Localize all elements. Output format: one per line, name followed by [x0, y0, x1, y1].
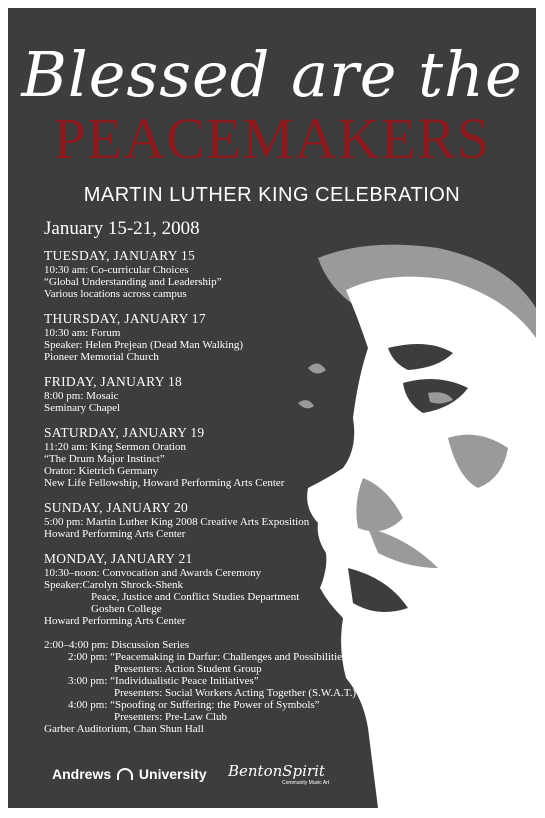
event-line: 8:00 pm: Mosaic: [44, 390, 119, 402]
day-sunday: [44, 500, 404, 540]
event-line: Garber Auditorium, Chan Shun Hall: [44, 723, 204, 735]
event-line: 10:30 am: Co-curricular Choices: [44, 264, 189, 276]
event-line: 2:00–4:00 pm: Discussion Series: [44, 639, 190, 651]
event-line: Presenters: Action Student Group: [114, 663, 262, 675]
university-logo-text: University: [138, 766, 207, 782]
event-line: 11:20 am: King Sermon Oration: [44, 441, 186, 453]
andrews-university-logo: [52, 766, 207, 782]
event-subtitle: MARTIN LUTHER KING CELEBRATION: [83, 184, 461, 206]
poster: [8, 8, 536, 808]
event-line: Goshen College: [91, 603, 162, 615]
event-line: Speaker:Carolyn Shrock-Shenk: [44, 579, 183, 591]
benton-spirit-tagline: Community Music Art: [282, 780, 330, 786]
event-line: “The Drum Major Instinct”: [44, 453, 165, 465]
event-line: 3:00 pm: “Individualistic Peace Initiatives”: [68, 675, 259, 687]
event-line: Pioneer Memorial Church: [44, 351, 159, 363]
event-line: Various locations across campus: [44, 288, 187, 300]
event-line: Howard Performing Arts Center: [44, 615, 186, 627]
day-saturday: [44, 425, 404, 489]
title-script: Blessed are the: [21, 38, 523, 111]
event-line: New Life Fellowship, Howard Performing Arts Center: [44, 477, 285, 489]
andrews-arch-icon: [117, 768, 133, 780]
event-line: Peace, Justice and Conflict Studies Department: [91, 591, 300, 603]
day-heading: SUNDAY, JANUARY 20: [44, 500, 189, 515]
event-line: Seminary Chapel: [44, 402, 121, 414]
day-heading: FRIDAY, JANUARY 18: [44, 374, 183, 389]
event-dates: January 15-21, 2008: [44, 218, 200, 239]
day-heading: SATURDAY, JANUARY 19: [44, 425, 205, 440]
event-line: “Global Understanding and Leadership”: [44, 276, 222, 288]
day-tuesday: [44, 248, 404, 300]
schedule: [44, 248, 404, 746]
event-line: Presenters: Pre-Law Club: [114, 711, 228, 723]
day-heading: TUESDAY, JANUARY 15: [44, 248, 196, 263]
day-heading: THURSDAY, JANUARY 17: [44, 311, 206, 326]
event-line: Speaker: Helen Prejean (Dead Man Walking): [44, 339, 243, 351]
event-line: 5:00 pm: Martin Luther King 2008 Creative Arts Exposition: [44, 516, 310, 528]
andrews-logo-text: Andrews: [52, 766, 112, 782]
event-line: 10:30 am: Forum: [44, 327, 121, 339]
day-monday: [44, 551, 404, 735]
title-peacemakers: PEACEMAKERS: [53, 106, 491, 171]
event-line: 4:00 pm: “Spoofing or Suffering: the Power of Symbols”: [68, 699, 320, 711]
day-friday: [44, 374, 404, 414]
day-thursday: [44, 311, 404, 363]
event-line: 2:00 pm: “Peacemaking in Darfur: Challenges and Possibilities”: [68, 651, 352, 663]
sponsor-logos: [52, 760, 352, 788]
event-line: 10:30–noon: Convocation and Awards Ceremony: [44, 567, 262, 579]
event-line: Presenters: Social Workers Acting Together (S.W.A.T.): [114, 687, 357, 699]
day-heading: MONDAY, JANUARY 21: [44, 551, 193, 566]
event-line: Orator: Kietrich Germany: [44, 465, 159, 477]
event-line: Howard Performing Arts Center: [44, 528, 186, 540]
benton-spirit-logo: BentonSpirit: [228, 762, 325, 780]
